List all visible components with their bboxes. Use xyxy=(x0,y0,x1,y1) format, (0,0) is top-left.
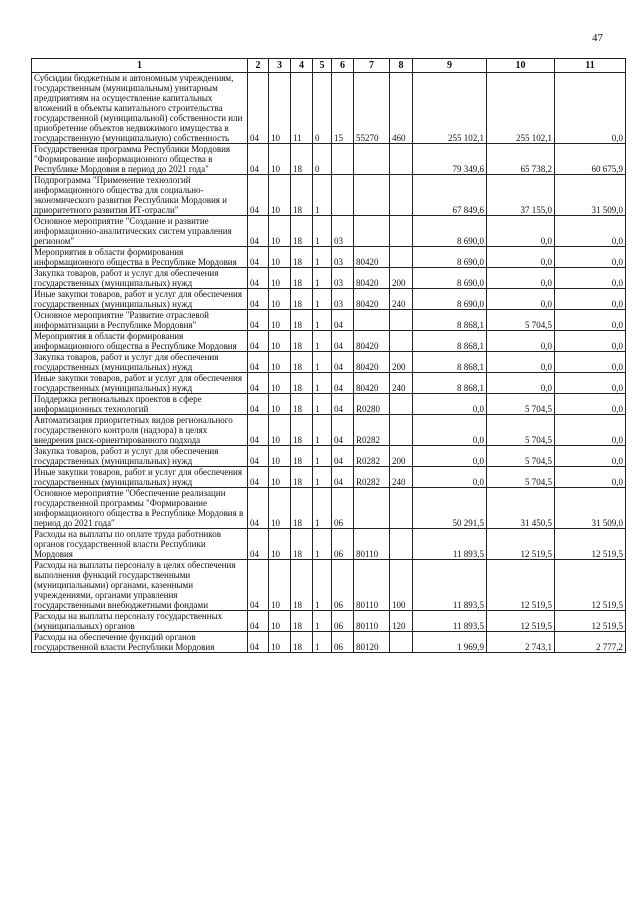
row-name: Иные закупки товаров, работ и услуг для обеспечения государственных (муниципальных) нужд xyxy=(32,467,248,488)
amount-cell: 0,0 xyxy=(555,310,626,331)
row-name: Государственная программа Республики Мордовия "Формирование информационного общества в Республике Мордовия в период до 2021 года" xyxy=(32,144,248,175)
amount-cell: 2 777,2 xyxy=(555,632,626,653)
code-cell: 18 xyxy=(291,373,313,394)
code-cell: 10 xyxy=(269,488,291,529)
column-header: 8 xyxy=(390,59,413,73)
code-cell: 10 xyxy=(269,373,291,394)
amount-cell: 8 868,1 xyxy=(413,373,487,394)
table-row xyxy=(32,467,626,488)
code-cell: 04 xyxy=(332,446,354,467)
code-cell: 04 xyxy=(248,352,269,373)
table-row xyxy=(32,144,626,175)
code-cell: 10 xyxy=(269,415,291,446)
amount-cell: 8 690,0 xyxy=(413,247,487,268)
code-cell: 80420 xyxy=(354,373,390,394)
code-cell: 04 xyxy=(248,144,269,175)
code-cell: 04 xyxy=(248,289,269,310)
amount-cell: 0,0 xyxy=(555,289,626,310)
amount-cell: 0,0 xyxy=(555,352,626,373)
code-cell: 04 xyxy=(248,216,269,247)
code-cell: 04 xyxy=(248,247,269,268)
code-cell: 1 xyxy=(313,415,332,446)
page-number: 47 xyxy=(592,32,603,44)
code-cell xyxy=(354,216,390,247)
header-row xyxy=(32,59,626,73)
row-name: Основное мероприятие "Создание и развитие информационно-аналитических систем управления регионом" xyxy=(32,216,248,247)
code-cell: 1 xyxy=(313,310,332,331)
amount-cell: 8 690,0 xyxy=(413,289,487,310)
table-row xyxy=(32,611,626,632)
amount-cell: 37 155,0 xyxy=(487,175,555,216)
table-row xyxy=(32,373,626,394)
amount-cell: 31 450,5 xyxy=(487,488,555,529)
row-name: Иные закупки товаров, работ и услуг для обеспечения государственных (муниципальных) нужд xyxy=(32,289,248,310)
amount-cell: 11 893,5 xyxy=(413,529,487,560)
amount-cell: 0,0 xyxy=(413,394,487,415)
table-row xyxy=(32,247,626,268)
code-cell: 80110 xyxy=(354,611,390,632)
amount-cell: 1 969,9 xyxy=(413,632,487,653)
code-cell: 10 xyxy=(269,529,291,560)
code-cell: 1 xyxy=(313,247,332,268)
table-row xyxy=(32,529,626,560)
code-cell xyxy=(390,632,413,653)
code-cell: 10 xyxy=(269,247,291,268)
column-header: 1 xyxy=(32,59,248,73)
code-cell: 0 xyxy=(313,73,332,144)
code-cell: 10 xyxy=(269,289,291,310)
code-cell: 1 xyxy=(313,352,332,373)
code-cell: 18 xyxy=(291,310,313,331)
code-cell: 06 xyxy=(332,611,354,632)
code-cell: 06 xyxy=(332,632,354,653)
amount-cell: 12 519,5 xyxy=(555,611,626,632)
row-name: Субсидии бюджетным и автономным учреждениям, государственным (муниципальным) унитарным предприятиям на осуществление капитальных вложений в объекты капитального строительства государственной (муниципальной) собственности или приобретение объектов недвижимого имущества в государственную (муниципальную) собственность xyxy=(32,73,248,144)
row-name: Расходы на выплаты по оплате труда работников органов государственной власти Республики Мордовия xyxy=(32,529,248,560)
code-cell: 06 xyxy=(332,529,354,560)
code-cell: 04 xyxy=(248,394,269,415)
code-cell: 55270 xyxy=(354,73,390,144)
code-cell: 10 xyxy=(269,611,291,632)
code-cell: 06 xyxy=(332,560,354,611)
code-cell: 1 xyxy=(313,632,332,653)
code-cell: 80420 xyxy=(354,268,390,289)
code-cell: 04 xyxy=(248,611,269,632)
code-cell xyxy=(390,144,413,175)
row-name: Мероприятия в области формирования информационного общества в Республике Мордовия xyxy=(32,331,248,352)
row-name: Закупка товаров, работ и услуг для обеспечения государственных (муниципальных) нужд xyxy=(32,446,248,467)
code-cell: 18 xyxy=(291,611,313,632)
code-cell xyxy=(390,488,413,529)
code-cell: 18 xyxy=(291,352,313,373)
code-cell: 04 xyxy=(248,467,269,488)
column-header: 7 xyxy=(354,59,390,73)
code-cell: 18 xyxy=(291,632,313,653)
code-cell xyxy=(390,175,413,216)
table-row xyxy=(32,488,626,529)
table-row xyxy=(32,446,626,467)
amount-cell: 31 509,0 xyxy=(555,175,626,216)
code-cell: 18 xyxy=(291,175,313,216)
amount-cell: 0,0 xyxy=(413,415,487,446)
code-cell: 18 xyxy=(291,289,313,310)
amount-cell: 60 675,9 xyxy=(555,144,626,175)
amount-cell: 8 690,0 xyxy=(413,268,487,289)
code-cell xyxy=(332,144,354,175)
code-cell: 10 xyxy=(269,632,291,653)
code-cell: 0 xyxy=(313,144,332,175)
budget-table xyxy=(31,58,626,653)
code-cell xyxy=(390,247,413,268)
code-cell: 10 xyxy=(269,467,291,488)
amount-cell: 0,0 xyxy=(487,247,555,268)
code-cell: 1 xyxy=(313,467,332,488)
code-cell: 18 xyxy=(291,247,313,268)
code-cell: 04 xyxy=(248,446,269,467)
code-cell: 200 xyxy=(390,446,413,467)
code-cell: 10 xyxy=(269,446,291,467)
code-cell xyxy=(354,175,390,216)
code-cell: 80420 xyxy=(354,289,390,310)
code-cell: 18 xyxy=(291,467,313,488)
code-cell xyxy=(332,175,354,216)
amount-cell: 12 519,5 xyxy=(555,560,626,611)
amount-cell: 0,0 xyxy=(555,73,626,144)
amount-cell: 31 509,0 xyxy=(555,488,626,529)
amount-cell: 8 690,0 xyxy=(413,216,487,247)
column-header: 5 xyxy=(313,59,332,73)
code-cell: 1 xyxy=(313,611,332,632)
column-header: 6 xyxy=(332,59,354,73)
amount-cell: 0,0 xyxy=(555,373,626,394)
code-cell: 18 xyxy=(291,394,313,415)
row-name: Основное мероприятие "Обеспечение реализации государственной программы "Формирование информационного общества в Республике Мордовия в период до 2021 года" xyxy=(32,488,248,529)
code-cell: R0280 xyxy=(354,394,390,415)
code-cell: 03 xyxy=(332,289,354,310)
amount-cell: 5 704,5 xyxy=(487,310,555,331)
code-cell: 18 xyxy=(291,144,313,175)
code-cell: 240 xyxy=(390,289,413,310)
code-cell: 10 xyxy=(269,175,291,216)
code-cell: 10 xyxy=(269,331,291,352)
code-cell: 1 xyxy=(313,394,332,415)
code-cell: 04 xyxy=(248,73,269,144)
code-cell: 04 xyxy=(248,632,269,653)
code-cell: 80420 xyxy=(354,247,390,268)
code-cell: 200 xyxy=(390,268,413,289)
table-row xyxy=(32,415,626,446)
column-header: 11 xyxy=(555,59,626,73)
code-cell: 1 xyxy=(313,446,332,467)
amount-cell: 12 519,5 xyxy=(487,529,555,560)
amount-cell: 0,0 xyxy=(487,331,555,352)
code-cell xyxy=(390,216,413,247)
code-cell: 18 xyxy=(291,488,313,529)
row-name: Расходы на обеспечение функций органов государственной власти Республики Мордовия xyxy=(32,632,248,653)
code-cell xyxy=(354,488,390,529)
code-cell: 200 xyxy=(390,352,413,373)
column-header: 9 xyxy=(413,59,487,73)
code-cell xyxy=(390,394,413,415)
code-cell: 10 xyxy=(269,268,291,289)
amount-cell: 0,0 xyxy=(555,415,626,446)
row-name: Автоматизация приоритетных видов регионального государственного контроля (надзора) в целях внедрения риск-ориентированного подхода xyxy=(32,415,248,446)
row-name: Расходы на выплаты персоналу в целях обеспечения выполнения функций государственными (муниципальными) органами, казенными учреждениями, органами управления государственными внебюджетными фондами xyxy=(32,560,248,611)
table-row xyxy=(32,331,626,352)
amount-cell: 255 102,1 xyxy=(487,73,555,144)
code-cell: 240 xyxy=(390,467,413,488)
amount-cell: 0,0 xyxy=(413,467,487,488)
code-cell: 80120 xyxy=(354,632,390,653)
code-cell: R0282 xyxy=(354,446,390,467)
amount-cell: 255 102,1 xyxy=(413,73,487,144)
code-cell: 80110 xyxy=(354,560,390,611)
code-cell: 10 xyxy=(269,394,291,415)
amount-cell: 0,0 xyxy=(487,216,555,247)
amount-cell: 0,0 xyxy=(487,373,555,394)
row-name: Основное мероприятие "Развитие отраслевой информатизации в Республике Мордовия" xyxy=(32,310,248,331)
code-cell: 1 xyxy=(313,529,332,560)
code-cell: 03 xyxy=(332,268,354,289)
amount-cell: 8 868,1 xyxy=(413,310,487,331)
amount-cell: 79 349,6 xyxy=(413,144,487,175)
code-cell xyxy=(390,331,413,352)
row-name: Мероприятия в области формирования информационного общества в Республике Мордовия xyxy=(32,247,248,268)
table-row xyxy=(32,352,626,373)
table-row xyxy=(32,73,626,144)
column-header: 2 xyxy=(248,59,269,73)
amount-cell: 12 519,5 xyxy=(555,529,626,560)
amount-cell: 0,0 xyxy=(487,289,555,310)
row-name: Закупка товаров, работ и услуг для обеспечения государственных (муниципальных) нужд xyxy=(32,268,248,289)
amount-cell: 8 868,1 xyxy=(413,352,487,373)
row-name: Расходы на выплаты персоналу государственных (муниципальных) органов xyxy=(32,611,248,632)
code-cell: 80420 xyxy=(354,331,390,352)
code-cell: 04 xyxy=(248,529,269,560)
code-cell: 04 xyxy=(332,331,354,352)
amount-cell: 0,0 xyxy=(413,446,487,467)
table-body xyxy=(32,73,626,653)
amount-cell: 0,0 xyxy=(555,247,626,268)
code-cell xyxy=(354,310,390,331)
code-cell xyxy=(390,310,413,331)
code-cell: 10 xyxy=(269,352,291,373)
code-cell: 18 xyxy=(291,268,313,289)
amount-cell: 5 704,5 xyxy=(487,415,555,446)
code-cell: 80110 xyxy=(354,529,390,560)
code-cell: R0282 xyxy=(354,415,390,446)
amount-cell: 0,0 xyxy=(555,467,626,488)
code-cell: 1 xyxy=(313,268,332,289)
table-row xyxy=(32,560,626,611)
amount-cell: 11 893,5 xyxy=(413,560,487,611)
amount-cell: 0,0 xyxy=(555,394,626,415)
amount-cell: 65 738,2 xyxy=(487,144,555,175)
code-cell: 03 xyxy=(332,216,354,247)
row-name: Подпрограмма "Применение технологий информационного общества для социально-экономического развития Республики Мордовия и приоритетного развития ИТ-отрасли" xyxy=(32,175,248,216)
amount-cell: 0,0 xyxy=(555,216,626,247)
code-cell: 03 xyxy=(332,247,354,268)
code-cell: 18 xyxy=(291,529,313,560)
code-cell: 04 xyxy=(248,175,269,216)
amount-cell: 5 704,5 xyxy=(487,446,555,467)
table-row xyxy=(32,632,626,653)
code-cell: 04 xyxy=(332,467,354,488)
amount-cell: 0,0 xyxy=(555,446,626,467)
code-cell: 10 xyxy=(269,560,291,611)
amount-cell: 67 849,6 xyxy=(413,175,487,216)
code-cell: 1 xyxy=(313,488,332,529)
code-cell: 1 xyxy=(313,373,332,394)
row-name: Поддержка региональных проектов в сфере информационных технологий xyxy=(32,394,248,415)
code-cell: 04 xyxy=(248,331,269,352)
code-cell: 10 xyxy=(269,73,291,144)
table-row xyxy=(32,394,626,415)
amount-cell: 0,0 xyxy=(487,352,555,373)
amount-cell: 0,0 xyxy=(555,268,626,289)
code-cell xyxy=(354,144,390,175)
table-row xyxy=(32,289,626,310)
code-cell: 80420 xyxy=(354,352,390,373)
column-header: 3 xyxy=(269,59,291,73)
amount-cell: 5 704,5 xyxy=(487,467,555,488)
code-cell: R0282 xyxy=(354,467,390,488)
code-cell: 04 xyxy=(248,560,269,611)
amount-cell: 50 291,5 xyxy=(413,488,487,529)
code-cell: 18 xyxy=(291,446,313,467)
amount-cell: 12 519,5 xyxy=(487,611,555,632)
code-cell: 06 xyxy=(332,488,354,529)
code-cell xyxy=(390,415,413,446)
code-cell: 1 xyxy=(313,331,332,352)
code-cell: 1 xyxy=(313,175,332,216)
code-cell: 18 xyxy=(291,415,313,446)
code-cell: 460 xyxy=(390,73,413,144)
amount-cell: 5 704,5 xyxy=(487,394,555,415)
amount-cell: 0,0 xyxy=(555,331,626,352)
code-cell xyxy=(390,529,413,560)
code-cell: 04 xyxy=(248,415,269,446)
code-cell: 04 xyxy=(332,394,354,415)
code-cell: 04 xyxy=(248,268,269,289)
column-header: 10 xyxy=(487,59,555,73)
code-cell: 04 xyxy=(332,373,354,394)
code-cell: 04 xyxy=(332,352,354,373)
code-cell: 100 xyxy=(390,560,413,611)
row-name: Закупка товаров, работ и услуг для обеспечения государственных (муниципальных) нужд xyxy=(32,352,248,373)
code-cell: 11 xyxy=(291,73,313,144)
row-name: Иные закупки товаров, работ и услуг для обеспечения государственных (муниципальных) нужд xyxy=(32,373,248,394)
amount-cell: 12 519,5 xyxy=(487,560,555,611)
code-cell: 18 xyxy=(291,560,313,611)
code-cell: 10 xyxy=(269,310,291,331)
table-row xyxy=(32,216,626,247)
column-header: 4 xyxy=(291,59,313,73)
code-cell: 240 xyxy=(390,373,413,394)
code-cell: 18 xyxy=(291,216,313,247)
code-cell: 120 xyxy=(390,611,413,632)
code-cell: 04 xyxy=(248,310,269,331)
code-cell: 04 xyxy=(332,415,354,446)
amount-cell: 0,0 xyxy=(487,268,555,289)
code-cell: 04 xyxy=(248,373,269,394)
code-cell: 04 xyxy=(332,310,354,331)
amount-cell: 8 868,1 xyxy=(413,331,487,352)
code-cell: 1 xyxy=(313,289,332,310)
code-cell: 15 xyxy=(332,73,354,144)
code-cell: 18 xyxy=(291,331,313,352)
code-cell: 1 xyxy=(313,216,332,247)
amount-cell: 11 893,5 xyxy=(413,611,487,632)
table-row xyxy=(32,175,626,216)
code-cell: 04 xyxy=(248,488,269,529)
table-row xyxy=(32,310,626,331)
amount-cell: 2 743,1 xyxy=(487,632,555,653)
code-cell: 10 xyxy=(269,216,291,247)
table-row xyxy=(32,268,626,289)
code-cell: 1 xyxy=(313,560,332,611)
code-cell: 10 xyxy=(269,144,291,175)
